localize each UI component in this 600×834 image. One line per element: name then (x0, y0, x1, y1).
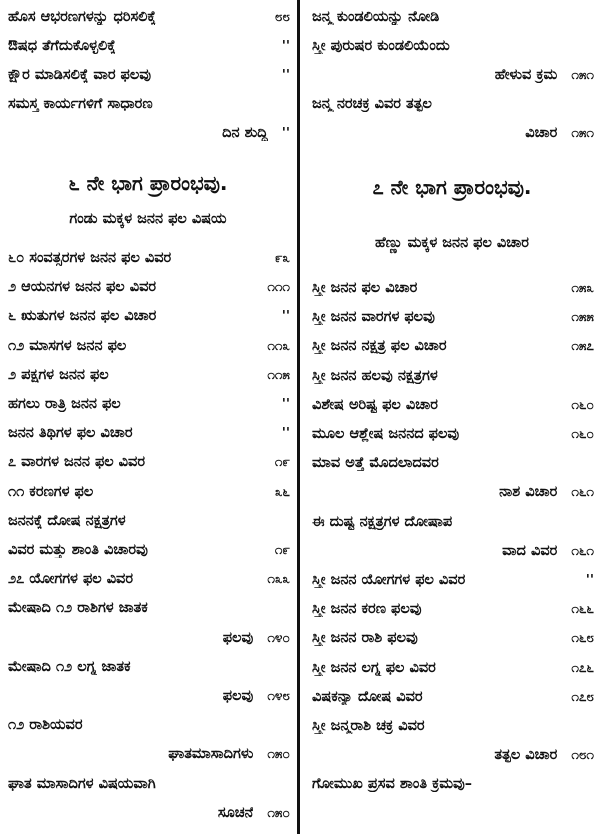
index-entry (312, 450, 594, 476)
index-entry (312, 421, 594, 447)
entry-title: ದಿನ ಶುದ್ಧಿ (222, 125, 268, 141)
index-entry (8, 771, 290, 797)
entry-title: ಮೇಷಾದಿ ೧೨ ರಾಶಿಗಳ ಜಾತಕ (8, 600, 148, 617)
entry-title: ಹಗಲು ರಾತ್ರಿ ಜನನ ಫಲ (8, 396, 121, 412)
entry-title: ಮಾವ ಅತ್ತೆ ಮೊದಲಾದವರ (312, 455, 439, 472)
entry-title: ಗೋಮುಖ ಪ್ರಸವ ಶಾಂತಿ ಕ್ರಮವು– (312, 776, 473, 793)
entry-title: ವಿಷಕನ್ಯಾ ದೋಷ ವಿವರ (312, 688, 423, 705)
entry-title: ೨ ಪಕ್ಷಗಳ ಜನನ ಫಲ (8, 366, 109, 383)
entry-title: ಸಮಸ್ತ ಕಾರ್ಯಗಳಿಗೆ ಸಾಧಾರಣ (8, 96, 153, 112)
right-column (304, 0, 600, 834)
column-divider (297, 0, 300, 834)
entry-page-number: ೧೫೧ (571, 67, 594, 83)
index-entry (8, 333, 290, 359)
index-entry (8, 362, 290, 388)
index-entry (8, 479, 290, 505)
entry-title: ಸ್ತ್ರೀ ಜನನ ವಾರಗಳ ಫಲವು (312, 309, 435, 326)
entry-title: ನಾಶ ವಿಚಾರ (499, 484, 558, 501)
entry-page-number: ೧೫೦ (267, 804, 290, 821)
entry-page-number: ೧೬೦ (571, 426, 594, 442)
entry-title: ಸ್ತ್ರೀ ಜನನ ನಕ್ಷತ್ರ ಫಲ ವಿಚಾರ (312, 338, 447, 355)
entry-title: ಔಷಧ ತೆಗೆದುಕೊಳ್ಳಲಿಕ್ಕೆ (8, 38, 116, 54)
entry-page-number: ೧೭೮ (571, 688, 594, 705)
index-entry (312, 304, 594, 330)
entry-title: ಹೊಸ ಆಭರಣಗಳನ್ನು ಧರಿಸಲಿಕ್ಕೆ (8, 9, 156, 25)
index-entry (312, 62, 594, 88)
entry-title: ವಿಶೇಷ ಅರಿಷ್ಟ ಫಲ ವಿಚಾರ (312, 396, 438, 413)
entry-page-number: ೧೫೭ (571, 338, 594, 355)
index-entry (8, 245, 290, 271)
index-entry (312, 625, 594, 651)
index-entry (312, 771, 594, 797)
section-subheading: ಗಂಡು ಮಕ್ಕಳ ಜನನ ಫಲ ವಿಷಯ (69, 211, 227, 227)
left-column (0, 0, 296, 834)
entry-page-number: ೧೧೩ (267, 337, 290, 354)
entry-page-number: '' (585, 572, 594, 588)
index-entry (8, 33, 290, 59)
index-entry (8, 654, 290, 680)
index-entry (312, 596, 594, 622)
index-entry (8, 274, 290, 300)
entry-page-number: ೧೬೮ (571, 630, 594, 647)
index-entry (312, 655, 594, 681)
entry-title: ೧೨ ರಾಶಿಯವರ (8, 717, 83, 734)
entry-title: ಜನ್ಮ ನರಚಕ್ರ ವಿವರ ತತ್ಫಲ (312, 96, 432, 112)
entry-page-number: '' (281, 425, 290, 442)
entry-title: ಸ್ತ್ರೀ ಜನನ ರಾಶಿ ಫಲವು (312, 630, 418, 647)
entry-page-number: ೯೩ (274, 250, 290, 266)
index-entry (8, 4, 290, 30)
entry-title: ಸ್ತ್ರೀ ಜನನ ಹಲವು ನಕ್ಷತ್ರಗಳ (312, 367, 438, 384)
index-entry (8, 625, 290, 651)
entry-title: ವಿಚಾರ (525, 125, 558, 141)
entry-title: ಜನನ ತಿಥಿಗಳ ಫಲ ವಿಚಾರ (8, 425, 133, 442)
index-entry (8, 508, 290, 534)
entry-title: ೧೨ ಮಾಸಗಳ ಜನನ ಫಲ (8, 337, 127, 354)
entry-title: ೨೭ ಯೋಗಗಳ ಫಲ ವಿವರ (8, 571, 134, 588)
entry-title: ಸ್ತ್ರೀ ಜನನ ಕರಣ ಫಲವು (312, 601, 422, 618)
index-entry (8, 420, 290, 446)
entry-page-number: ೮೮ (274, 9, 290, 25)
entry-page-number: ೧೪೦ (267, 629, 290, 646)
entry-title: ವಾದ ವಿವರ (502, 542, 558, 559)
index-entry (312, 91, 594, 117)
entry-title: ಸೂಚನೆ (217, 804, 254, 821)
entry-page-number: ೧೩೩ (267, 571, 290, 588)
entry-title: ಕ್ಷೌರ ಮಾಡಿಸಲಿಕ್ಕೆ ವಾರ ಫಲವು (8, 67, 152, 83)
index-entry (312, 4, 594, 30)
entry-title: ಮೂಲ ಆಶ್ಲೇಷ ಜನನದ ಫಲವು (312, 426, 460, 442)
entry-title: ಘಾತಮಾಸಾದಿಗಳು (168, 746, 254, 763)
entry-title: ತತ್ಫಲ ವಿಚಾರ (494, 747, 558, 764)
entry-page-number: '' (281, 67, 290, 83)
entry-title: ಮೇಷಾದಿ ೧೨ ಲಗ್ನ ಜಾತಕ (8, 658, 131, 675)
entry-title: ಫಲವು (222, 629, 254, 646)
index-entry (8, 91, 290, 117)
entry-page-number: ೧೬೧ (571, 542, 594, 559)
entry-page-number: ೧೫೫ (571, 309, 594, 326)
entry-page-number: ೧೬೬ (571, 601, 594, 618)
entry-page-number: ೧೫೩ (571, 280, 594, 296)
index-entry (312, 509, 594, 535)
index-entry (8, 537, 290, 563)
entry-title: ೬೦ ಸಂವತ್ಸರಗಳ ಜನನ ಫಲ ವಿವರ (8, 250, 172, 266)
index-entry (8, 566, 290, 592)
index-entry (312, 120, 594, 146)
index-entry (8, 391, 290, 417)
entry-page-number: '' (281, 38, 290, 54)
entry-page-number: ೧೫೦ (267, 746, 290, 763)
entry-title: ಹೇಳುವ ಕ್ರಮ (494, 67, 558, 83)
entry-page-number: ೧೧೧ (267, 279, 290, 296)
index-entry (8, 595, 290, 621)
index-entry (312, 479, 594, 505)
entry-page-number: ೩೬ (274, 483, 290, 500)
index-entry (312, 567, 594, 593)
index-entry (8, 741, 290, 767)
entry-page-number: ೧೪೮ (267, 688, 290, 704)
entry-title: ಘಾತ ಮಾಸಾದಿಗಳ ವಿಷಯವಾಗಿ (8, 775, 156, 792)
index-entry (312, 392, 594, 418)
entry-page-number: ೧೯ (274, 454, 290, 471)
entry-page-number: ೧೧೫ (267, 366, 290, 383)
entry-page-number: ೧೮೧ (571, 747, 594, 764)
entry-page-number: ೧೯ (274, 542, 290, 558)
index-entry (8, 683, 290, 709)
entry-title: ಸ್ತ್ರೀ ಜನನ ಫಲ ವಿಚಾರ (312, 280, 418, 296)
entry-page-number: '' (281, 125, 290, 141)
section-heading: ೬ ನೇ ಭಾಗ ಪ್ರಾರಂಭವು. (68, 171, 228, 195)
entry-title: ಸ್ತ್ರೀ ಜನ್ಮರಾಶಿ ಚಕ್ರ ವಿವರ (312, 718, 425, 734)
index-entry (312, 33, 594, 59)
entry-title: ವಿವರ ಮತ್ತು ಶಾಂತಿ ವಿಚಾರವು (8, 542, 148, 558)
entry-title: ಸ್ತ್ರೀ ಪುರುಷರ ಕುಂಡಲಿಯೆಂದು (312, 38, 450, 54)
entry-title: ೨ ಆಯನಗಳ ಜನನ ಫಲ ವಿವರ (8, 279, 157, 296)
entry-title: ಜನನಕ್ಕೆ ದೋಷ ನಕ್ಷತ್ರಗಳ (8, 512, 126, 529)
entry-page-number: '' (281, 396, 290, 412)
entry-title: ೧೧ ಕರಣಗಳ ಫಲ (8, 483, 94, 500)
section-heading: ೭ ನೇ ಭಾಗ ಪ್ರಾರಂಭವು. (372, 175, 532, 199)
entry-title: ಫಲವು (222, 688, 254, 704)
index-entry (8, 120, 290, 146)
index-entry (312, 742, 594, 768)
index-entry (312, 713, 594, 739)
index-entry (8, 449, 290, 475)
entry-page-number: ೧೬೧ (571, 484, 594, 501)
index-entry (312, 684, 594, 710)
entry-title: ೬ ಋತುಗಳ ಜನನ ಫಲ ವಿಚಾರ (8, 308, 157, 325)
index-entry (312, 275, 594, 301)
index-entry (312, 538, 594, 564)
entry-title: ಸ್ತ್ರೀ ಜನನ ಲಗ್ನ ಫಲ ವಿವರ (312, 659, 436, 676)
entry-page-number: ೧೬೦ (571, 396, 594, 413)
entry-title: ಈ ದುಷ್ಟ ನಕ್ಷತ್ರಗಳ ದೋಷಾಪ (312, 513, 453, 530)
index-entry (8, 800, 290, 826)
entry-page-number: ೧೭೬ (571, 659, 594, 676)
index-entry (312, 333, 594, 359)
entry-title: ಸ್ತ್ರೀ ಜನನ ಯೋಗಗಳ ಫಲ ವಿವರ (312, 572, 466, 588)
index-entry (8, 712, 290, 738)
entry-title: ೭ ವಾರಗಳ ಜನನ ಫಲ ವಿವರ (8, 454, 146, 471)
section-subheading: ಹೆಣ್ಣು ಮಕ್ಕಳ ಜನನ ಫಲ ವಿಚಾರ (375, 235, 529, 251)
entry-page-number: '' (281, 308, 290, 325)
index-entry (8, 303, 290, 329)
entry-page-number: ೧೫೧ (571, 125, 594, 141)
index-entry (8, 62, 290, 88)
entry-title: ಜನ್ಮ ಕುಂಡಲಿಯನ್ನು ನೋಡಿ (312, 9, 440, 25)
index-entry (312, 363, 594, 389)
